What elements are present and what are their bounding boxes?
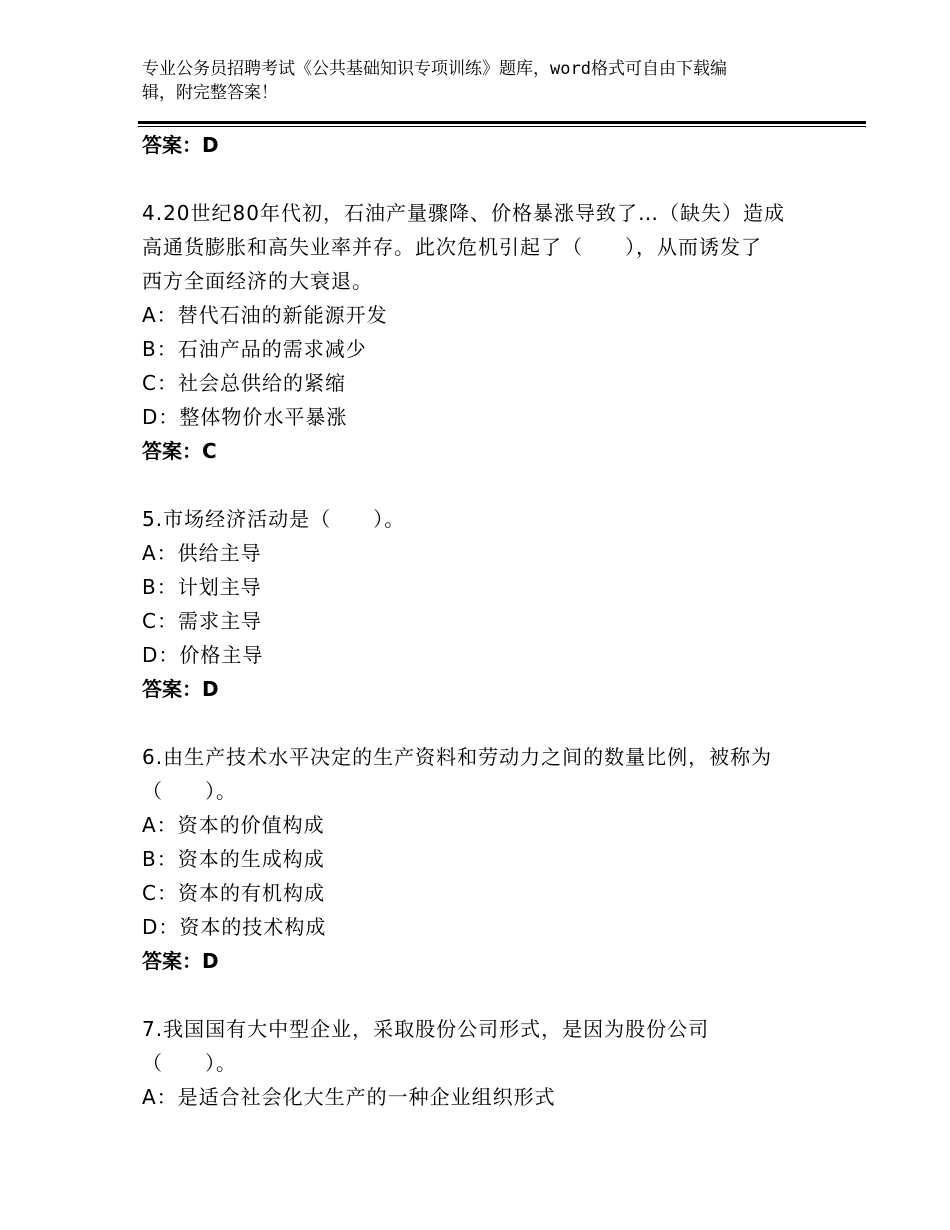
question-text-line: 5.市场经济活动是（ ）。 [142, 507, 406, 531]
header-line-2: 辑，附完整答案！ [142, 83, 278, 103]
answer-label: 答案：D [142, 133, 219, 157]
question-text-line: 西方全面经济的大衰退。 [142, 269, 373, 293]
question-block [142, 740, 822, 978]
option-b: B：石油产品的需求减少 [142, 337, 367, 361]
question-text-line: （ ）。 [142, 1051, 237, 1075]
option-d: D：价格主导 [142, 643, 264, 667]
header-rule-thick [138, 121, 866, 124]
question-text-line: 6.由生产技术水平决定的生产资料和劳动力之间的数量比例，被称为 [142, 745, 773, 769]
spacer [142, 468, 822, 502]
question-text-line: 4.20世纪80年代初，石油产量骤降、价格暴涨导致了…（缺失）造成 [142, 201, 785, 225]
answer-label: 答案：D [142, 949, 219, 973]
option-a: A：替代石油的新能源开发 [142, 303, 388, 327]
option-c: C：需求主导 [142, 609, 262, 633]
option-d: D：资本的技术构成 [142, 915, 327, 939]
option-a: A：资本的价值构成 [142, 813, 325, 837]
spacer [142, 162, 822, 196]
header-line-1: 专业公务员招聘考试《公共基础知识专项训练》题库，word格式可自由下载编 [142, 59, 727, 79]
page-header [142, 57, 792, 105]
spacer [142, 978, 822, 1012]
spacer [142, 706, 822, 740]
option-c: C：资本的有机构成 [142, 881, 325, 905]
question-block [142, 502, 822, 706]
option-b: B：资本的生成构成 [142, 847, 325, 871]
question-block [142, 196, 822, 468]
header-rule-thin [138, 126, 866, 127]
question-text-line: 高通货膨胀和高失业率并存。此次危机引起了（ ），从而诱发了 [142, 235, 762, 259]
option-a: A：供给主导 [142, 541, 262, 565]
question-block [142, 1012, 822, 1114]
answer-label: 答案：C [142, 439, 217, 463]
question-content [142, 128, 822, 1114]
option-b: B：计划主导 [142, 575, 262, 599]
answer-label: 答案：D [142, 677, 219, 701]
option-d: D：整体物价水平暴涨 [142, 405, 348, 429]
option-a: A：是适合社会化大生产的一种企业组织形式 [142, 1085, 556, 1109]
question-text-line: （ ）。 [142, 779, 237, 803]
option-c: C：社会总供给的紧缩 [142, 371, 346, 395]
question-text-line: 7.我国国有大中型企业，采取股份公司形式，是因为股份公司 [142, 1017, 710, 1041]
